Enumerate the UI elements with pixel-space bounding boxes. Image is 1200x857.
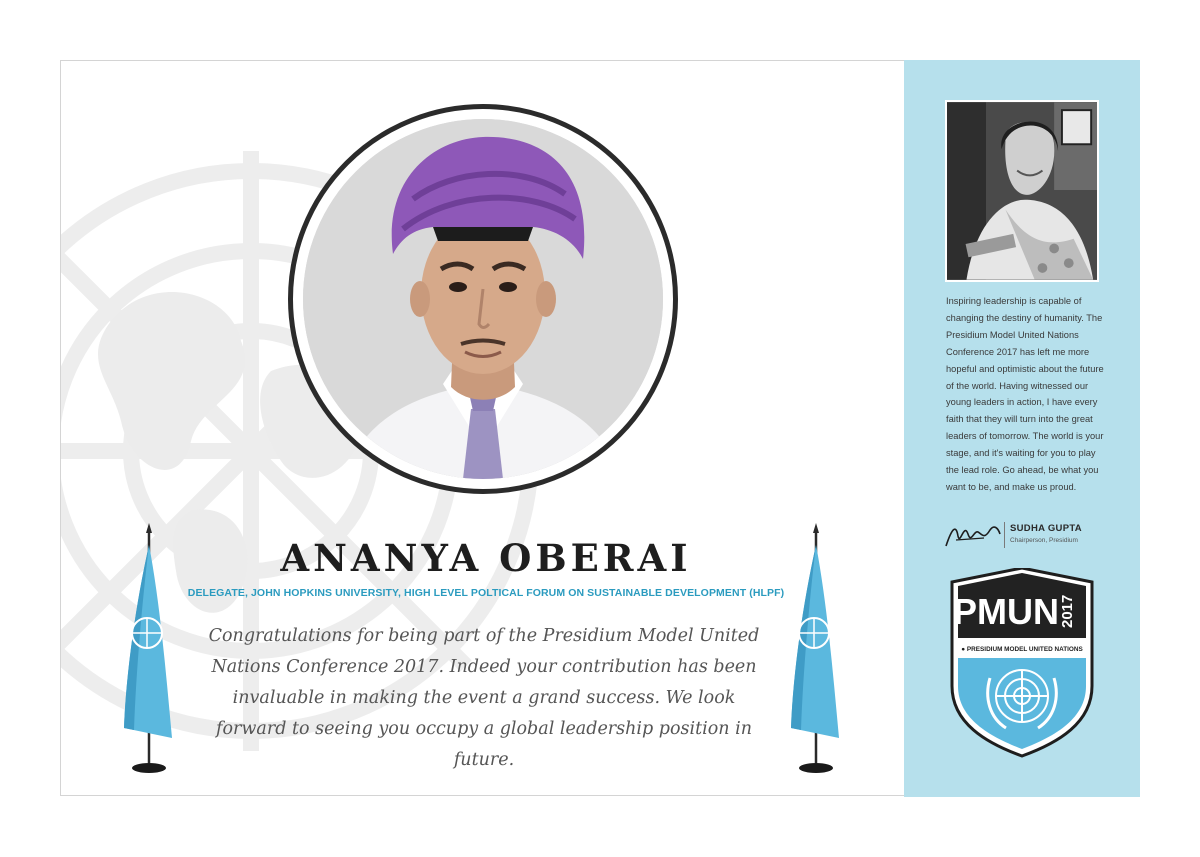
signatory-name: SUDHA GUPTA: [1010, 523, 1082, 534]
pmun-tagline: ● PRESIDIUM MODEL UNITED NATIONS: [961, 646, 1083, 653]
signatory-title: Chairperson, Presidium: [1010, 537, 1078, 544]
chairperson-photo-illustration: [947, 102, 1097, 280]
pmun-logo: [948, 568, 1096, 758]
signature-block: [944, 518, 1134, 552]
un-flag-right-icon: [781, 523, 851, 773]
pmun-year: 2017: [1059, 594, 1076, 628]
signature-icon: [944, 518, 1002, 550]
un-flag-left-icon: [114, 523, 184, 773]
delegate-portrait-illustration: [303, 119, 663, 479]
chairperson-photo: [945, 100, 1099, 282]
chairperson-quote: Inspiring leadership is capable of changing the destiny of humanity. The Presidium Model United Nations Conference 2017 has left me more hopeful and optimistic about the future of the world. Having witnessed our young leaders in action, I have every faith that they will turn into the great leaders of tomorrow. The world is your stage, and it's waiting for you to play the lead role. Go ahead, be what you want to be, and make us proud.: [946, 296, 1104, 492]
delegate-portrait: [303, 119, 663, 479]
pmun-wordmark: PMUN: [953, 591, 1059, 632]
signature-divider: [1004, 522, 1005, 548]
chairperson-sidebar: [904, 60, 1140, 797]
delegate-portrait-frame: [288, 104, 678, 494]
delegate-role: DELEGATE, JOHN HOPKINS UNIVERSITY, HIGH LEVEL POLTICAL FORUM ON SUSTAINABLE DEVELOPMENT (HLPF): [187, 587, 785, 599]
congratulations-message: Congratulations for being part of the Presidium Model United Nations Conference 2017. Indeed your contribution has been invaluable in making the event a grand success. We look forward to seeing you occupy a global leadership position in future.: [208, 626, 760, 770]
delegate-name: ANANYA OBERAI: [280, 536, 692, 580]
